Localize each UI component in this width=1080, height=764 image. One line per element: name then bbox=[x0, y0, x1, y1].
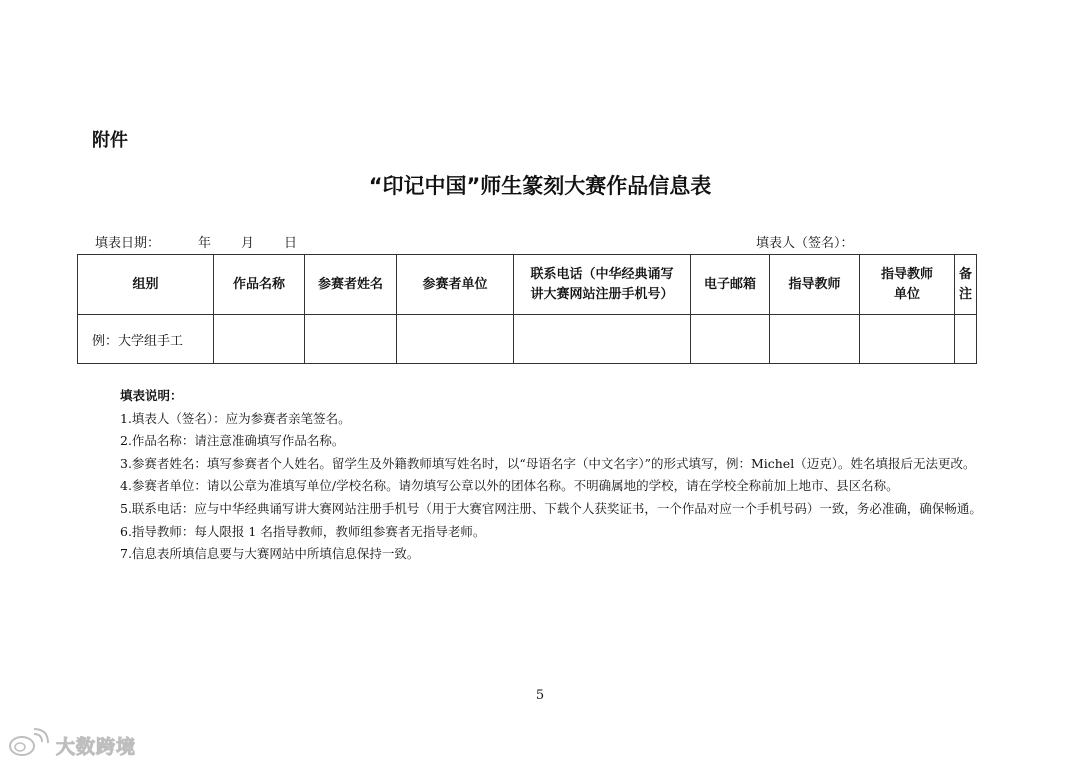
instruction-item: 2.作品名称：请注意准确填写作品名称。 bbox=[120, 433, 345, 449]
col-header-work-name: 作品名称 bbox=[214, 255, 305, 315]
instruction-item: 6.指导教师：每人限报 1 名指导教师，教师组参赛者无指导老师。 bbox=[120, 523, 486, 539]
instruction-item: 3.参赛者姓名：填写参赛者个人姓名。留学生及外籍教师填写姓名时，以“母语名字（中文名字）”的形式填写，例：Michel（迈克）。姓名填报后无法更改。 bbox=[120, 455, 976, 471]
attachment-label: 附件 bbox=[92, 130, 128, 151]
table-cell-group[interactable]: 例：大学组手工 bbox=[78, 315, 214, 364]
instruction-item: 7.信息表所填信息要与大赛网站中所填信息保持一致。 bbox=[120, 546, 420, 562]
fill-date-row bbox=[95, 232, 297, 251]
instructions bbox=[92, 385, 992, 566]
page-number: 5 bbox=[535, 688, 545, 703]
col-header-group: 组别 bbox=[78, 255, 214, 315]
instructions-heading: 填表说明： bbox=[120, 388, 183, 403]
instruction-item: 1.填表人（签名）：应为参赛者亲笔签名。 bbox=[120, 410, 351, 426]
table-cell-remarks[interactable] bbox=[955, 315, 977, 364]
table-cell-email[interactable] bbox=[691, 315, 770, 364]
watermark-text: 大数跨境 bbox=[56, 735, 137, 758]
col-header-advisor-unit: 指导教师 单位 bbox=[860, 255, 955, 315]
table-cell-participant-unit[interactable] bbox=[397, 315, 514, 364]
col-header-advisor: 指导教师 bbox=[770, 255, 860, 315]
watermark bbox=[6, 728, 136, 762]
table-row bbox=[78, 315, 977, 364]
table-cell-advisor[interactable] bbox=[770, 315, 860, 364]
col-header-email: 电子邮箱 bbox=[691, 255, 770, 315]
fill-date-year: 年 bbox=[198, 236, 212, 251]
fill-person-label: 填表人（签名）： bbox=[756, 236, 854, 251]
table-header-row bbox=[78, 255, 977, 315]
table-cell-advisor-unit[interactable] bbox=[860, 315, 955, 364]
col-header-participant-name: 参赛者姓名 bbox=[305, 255, 397, 315]
info-table bbox=[77, 254, 977, 364]
fill-date-month: 月 bbox=[241, 236, 255, 251]
page-title: “印记中国”师生篆刻大赛作品信息表 bbox=[368, 174, 712, 198]
instruction-item: 5.联系电话：应与中华经典诵写讲大赛网站注册手机号（用于大赛官网注册、下载个人获奖证书，一个作品对应一个手机号码）一致，务必准确，确保畅通。 bbox=[120, 500, 982, 516]
col-header-remarks: 备注 bbox=[955, 255, 977, 315]
table-cell-participant-name[interactable] bbox=[305, 315, 397, 364]
fill-date-label: 填表日期： bbox=[95, 236, 161, 251]
instruction-item: 4.参赛者单位：请以公章为准填写单位/学校名称。请勿填写公章以外的团体名称。不明确属地的学校，请在学校全称前加上地市、县区名称。 bbox=[120, 478, 899, 494]
fill-date-day: 日 bbox=[284, 236, 298, 251]
col-header-phone: 联系电话（中华经典诵写 讲大赛网站注册手机号） bbox=[514, 255, 691, 315]
table-cell-work-name[interactable] bbox=[214, 315, 305, 364]
table-cell-phone[interactable] bbox=[514, 315, 691, 364]
col-header-participant-unit: 参赛者单位 bbox=[397, 255, 514, 315]
weibo-logo-icon bbox=[6, 728, 52, 762]
